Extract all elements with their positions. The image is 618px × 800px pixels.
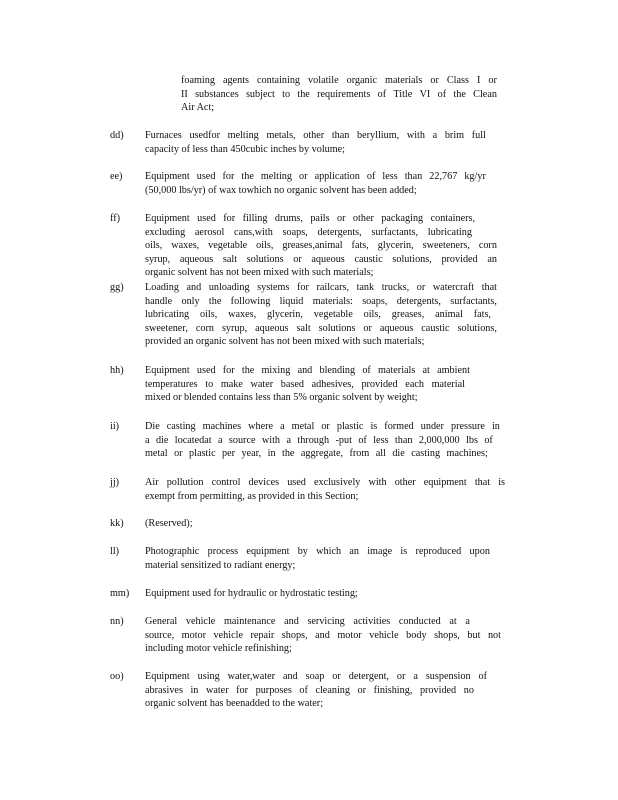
text-line: temperatures to make water based adhesives, provided each material xyxy=(145,378,465,390)
item-label: dd) xyxy=(110,130,124,141)
text-line: organic solvent has beenadded to the water; xyxy=(145,698,324,710)
text-line: sweetener, corn syrup, aqueous salt solutions or aqueous caustic solutions, xyxy=(145,322,497,334)
item-text xyxy=(145,587,405,601)
text-line: Photographic process equipment by which an image is reproduced upon xyxy=(145,546,490,557)
item-label: mm) xyxy=(110,588,130,599)
text-line: II substances subject to the requirements of Title VI of the Clean xyxy=(181,88,497,100)
item-text xyxy=(145,476,505,503)
text-line: exempt from permitting, as provided in this Section; xyxy=(145,490,359,502)
item-text xyxy=(145,281,497,349)
text-line: mixed or blended contains less than 5% organic solvent by weight; xyxy=(145,392,418,404)
text-line: foaming agents containing volatile organic materials or Class I or xyxy=(181,75,497,86)
text-line: Furnaces usedfor melting metals, other than beryllium, with a brim full xyxy=(145,130,486,141)
item-label: hh) xyxy=(110,365,124,376)
text-line: a die locatedat a source with a through -put of less than 2,000,000 lbs of xyxy=(145,434,493,446)
text-line: Equipment used for the melting or application of less than 22,767 kg/yr xyxy=(145,171,486,182)
item-text xyxy=(145,517,345,531)
text-line: material sensitized to radiant energy; xyxy=(145,559,296,571)
continuation-text xyxy=(181,74,497,115)
item-text xyxy=(145,670,487,711)
item-text xyxy=(145,545,490,572)
text-line: General vehicle maintenance and servicing activities conducted at a xyxy=(145,616,470,627)
item-label: nn) xyxy=(110,616,124,627)
text-line: excluding aerosol cans,with soaps, detergents, surfactants, lubricating xyxy=(145,226,472,238)
item-text xyxy=(145,170,486,197)
text-line: capacity of less than 450cubic inches by volume; xyxy=(145,143,346,155)
text-line: (Reserved); xyxy=(145,518,193,529)
text-line: provided an organic solvent has not been mixed with such materials; xyxy=(145,336,425,348)
item-text xyxy=(145,212,497,280)
text-line: abrasives in water for purposes of cleaning or finishing, provided no xyxy=(145,684,474,696)
text-line: Equipment used for hydraulic or hydrostatic testing; xyxy=(145,588,358,599)
text-line: (50,000 lbs/yr) of wax towhich no organic solvent has been added; xyxy=(145,184,417,196)
item-label: kk) xyxy=(110,518,124,529)
item-text xyxy=(145,364,470,405)
text-line: Air pollution control devices used exclusively with other equipment that is xyxy=(145,477,505,488)
text-line: Air Act; xyxy=(181,102,215,114)
text-line: Equipment used for the mixing and blending of materials at ambient xyxy=(145,365,470,376)
item-label: ff) xyxy=(110,213,120,224)
text-line: Equipment using water,water and soap or detergent, or a suspension of xyxy=(145,671,487,682)
item-label: gg) xyxy=(110,282,124,293)
text-line: Equipment used for filling drums, pails or other packaging containers, xyxy=(145,213,475,224)
item-label: ll) xyxy=(110,546,120,557)
text-line: syrup, aqueous salt solutions or aqueous caustic solutions, provided an xyxy=(145,253,497,265)
item-label: oo) xyxy=(110,671,124,682)
text-line: organic solvent has not been mixed with such materials; xyxy=(145,267,374,279)
item-text xyxy=(145,420,500,461)
item-text xyxy=(145,615,501,656)
item-label: ee) xyxy=(110,171,123,182)
text-line: source, motor vehicle repair shops, and motor vehicle body shops, but not xyxy=(145,629,501,641)
item-label: ii) xyxy=(110,421,120,432)
text-line: metal or plastic per year, in the aggregate, from all die casting machines; xyxy=(145,448,488,460)
text-line: Die casting machines where a metal or plastic is formed under pressure in xyxy=(145,421,500,432)
text-line: Loading and unloading systems for railcars, tank trucks, or watercraft that xyxy=(145,282,497,293)
item-label: jj) xyxy=(110,477,120,488)
text-line: oils, waxes, vegetable oils, greases,animal fats, glycerin, sweeteners, corn xyxy=(145,240,497,252)
item-text xyxy=(145,129,486,156)
text-line: including motor vehicle refinishing; xyxy=(145,643,292,655)
text-line: handle only the following liquid materials: soaps, detergents, surfactants, xyxy=(145,295,497,307)
text-line: lubricating oils, waxes, glycerin, vegetable oils, greases, animal fats, xyxy=(145,309,491,321)
